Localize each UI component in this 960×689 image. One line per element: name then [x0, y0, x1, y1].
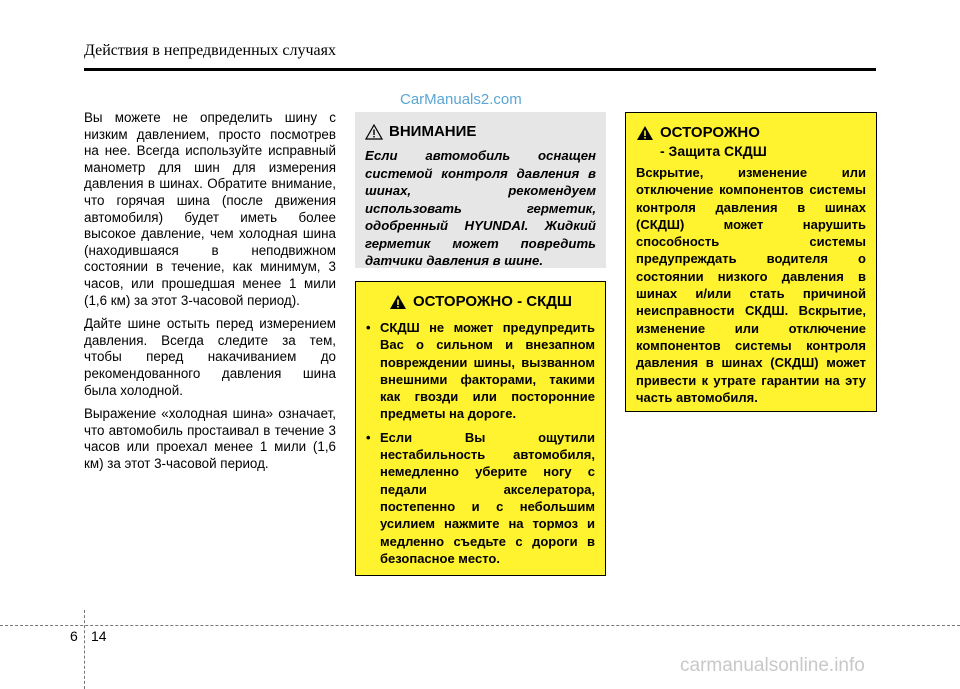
- page-header-title: Действия в непредвиденных случаях: [84, 42, 336, 59]
- caution-box-tpms: [355, 281, 606, 576]
- footer-divider: [84, 610, 85, 689]
- header-rule: [84, 68, 876, 71]
- watermark-top: CarManuals2.com: [400, 91, 522, 108]
- page-number: 14: [91, 628, 107, 644]
- caution2-body: Вскрытие, изменение или отключение компонентов системы контроля давления в шинах (СКДШ) может нарушить способность системы предупреждать водителя о состоянии низкого давления в шинах и/или стать причиной неисправности СКДШ. Вскрытие, изменение или отключение компонентов системы контроля давления в шинах (СКДШ) может привести к утрате гарантии на эту часть автомобиля.: [636, 165, 866, 405]
- notice-box: [355, 112, 606, 268]
- watermark-bottom: carmanualsonline.info: [680, 655, 865, 676]
- footer-rule: [0, 625, 960, 626]
- caution-title: ОСТОРОЖНО - СКДШ: [413, 293, 572, 310]
- caution2-title: ОСТОРОЖНО: [660, 124, 760, 141]
- warning-outline-icon: [365, 124, 383, 140]
- warning-filled-icon: [389, 294, 407, 310]
- paragraph-3: Выражение «холодная шина» означает, что автомобиль простаивал в течение 3 часов или проехал менее 1 мили (1,6 км) за этот 3-часовой период.: [84, 406, 336, 471]
- notice-title: ВНИМАНИЕ: [389, 123, 477, 140]
- caution-bullet-2: • Если Вы ощутили нестабильность автомобиля, немедленно уберите ногу с педали акселератора, постепенно и с небольшим усилием нажмите на тормоз и медленно съедьте с дороги в безопасное место.: [366, 429, 595, 567]
- caution-title-row: [366, 292, 595, 311]
- body-text-column: [84, 110, 336, 479]
- notice-title-row: [365, 122, 596, 141]
- paragraph-2: Дайте шине остыть перед измерением давления. Всегда следите за тем, чтобы перед накачиванием до рекомендованного давления шина была холодной.: [84, 316, 336, 398]
- warning-filled-icon: [636, 125, 654, 141]
- notice-body: Если автомобиль оснащен системой контроля давления в шинах, рекомендуем использовать герметик, одобренный HYUNDAI. Жидкий герметик может повредить датчики давления в шине.: [365, 148, 596, 268]
- caution-bullet-list: [366, 319, 595, 567]
- caution-bullet-1: • СКДШ не может предупредить Вас о сильном и внезапном повреждении шины, вызванном внешними факторами, такими как гвозди или посторонние предметы на дороге.: [366, 319, 595, 423]
- caution2-subtitle: - Защита СКДШ: [660, 143, 767, 159]
- chapter-number: 6: [70, 628, 78, 644]
- caution2-title-row: [636, 123, 866, 142]
- paragraph-1: Вы можете не определить шину с низким давлением, просто посмотрев на нее. Всегда используйте исправный манометр для шин для измерения давления в шинах. Обратите внимание, что горячая шина (после движения автомобиля) будет иметь более высокое давление, чем холодная шина (находившаяся в неподвижном состоянии в течение, как минимум, 3 часов, или прошедшая менее 1 мили (1,6 км) за этот 3-часовой период).: [84, 110, 336, 308]
- caution-box-tpms-protection: [625, 112, 877, 412]
